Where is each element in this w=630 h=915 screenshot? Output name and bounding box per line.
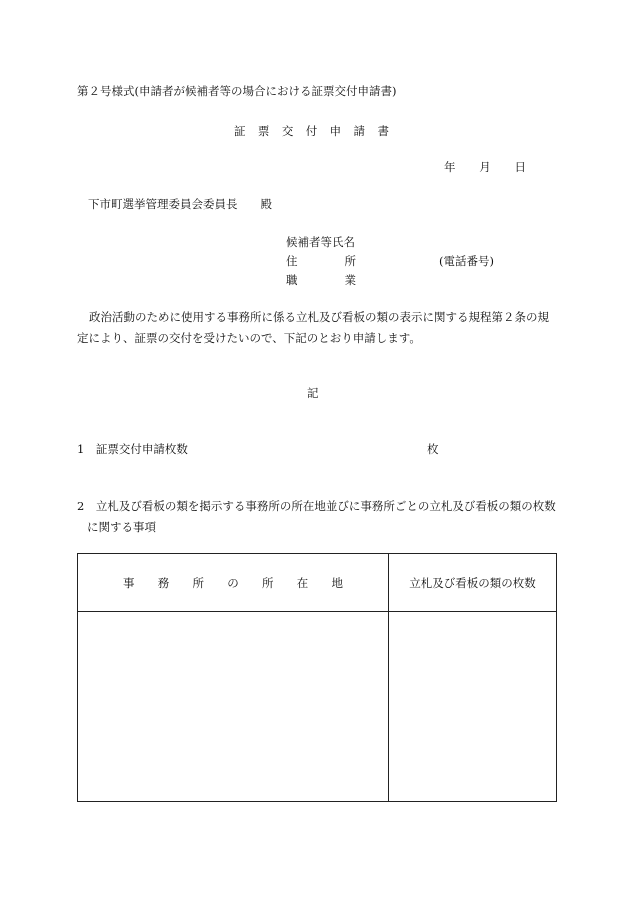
title-char: 付 (305, 124, 318, 138)
title-char: 証 (234, 124, 246, 138)
addressee: 下市町選挙管理委員会委員長 殿 (88, 197, 272, 211)
location-header-char: の (227, 575, 239, 590)
date-day: 日 (514, 160, 526, 174)
document-title (234, 126, 389, 138)
address-char: 住 (286, 254, 298, 268)
title-char: 交 (281, 124, 294, 138)
occupation-char: 職 (286, 273, 298, 287)
location-header-char: 務 (157, 575, 170, 590)
applicant-address-label (286, 256, 356, 268)
phone-label: (電話番号) (439, 254, 494, 268)
date-month: 月 (479, 160, 491, 174)
title-char: 書 (377, 124, 389, 138)
applicant-name-label: 候補者等氏名 (286, 235, 355, 249)
item1-unit: 枚 (427, 442, 439, 456)
location-header (78, 554, 389, 612)
location-header-char: 所 (192, 575, 204, 590)
date-year: 年 (444, 160, 456, 174)
location-header-char: 所 (262, 575, 274, 590)
ki-heading: 記 (307, 386, 319, 400)
title-char: 票 (257, 124, 270, 138)
location-header-char: 事 (123, 575, 135, 590)
item1-label: 1 証票交付申請枚数 (77, 442, 188, 456)
applicant-occupation-label (286, 275, 356, 287)
form-number-label: 第２号様式(申請者が候補者等の場合における証票交付申請書) (77, 84, 397, 98)
location-input-cell[interactable] (78, 612, 389, 802)
title-char: 請 (353, 124, 366, 138)
title-char: 申 (329, 124, 342, 138)
count-input-cell[interactable] (389, 612, 557, 802)
location-header-char: 在 (296, 575, 309, 590)
count-header: 立札及び看板の類の枚数 (389, 554, 557, 612)
office-table (77, 553, 557, 802)
request-body-text: 政治活動のために使用する事務所に係る立札及び看板の類の表示に関する規程第２条の規定により、証票の交付を受けたいので、下記のとおり申請します。 (77, 310, 549, 345)
item2-text: 2 立札及び看板の類を掲示する事務所の所在地並びに事務所ごとの立札及び看板の類の枚数に関する事項 (77, 499, 556, 534)
date-line (444, 162, 526, 174)
address-char: 所 (344, 254, 356, 268)
location-header-char: 地 (331, 575, 343, 590)
occupation-char: 業 (344, 273, 356, 287)
